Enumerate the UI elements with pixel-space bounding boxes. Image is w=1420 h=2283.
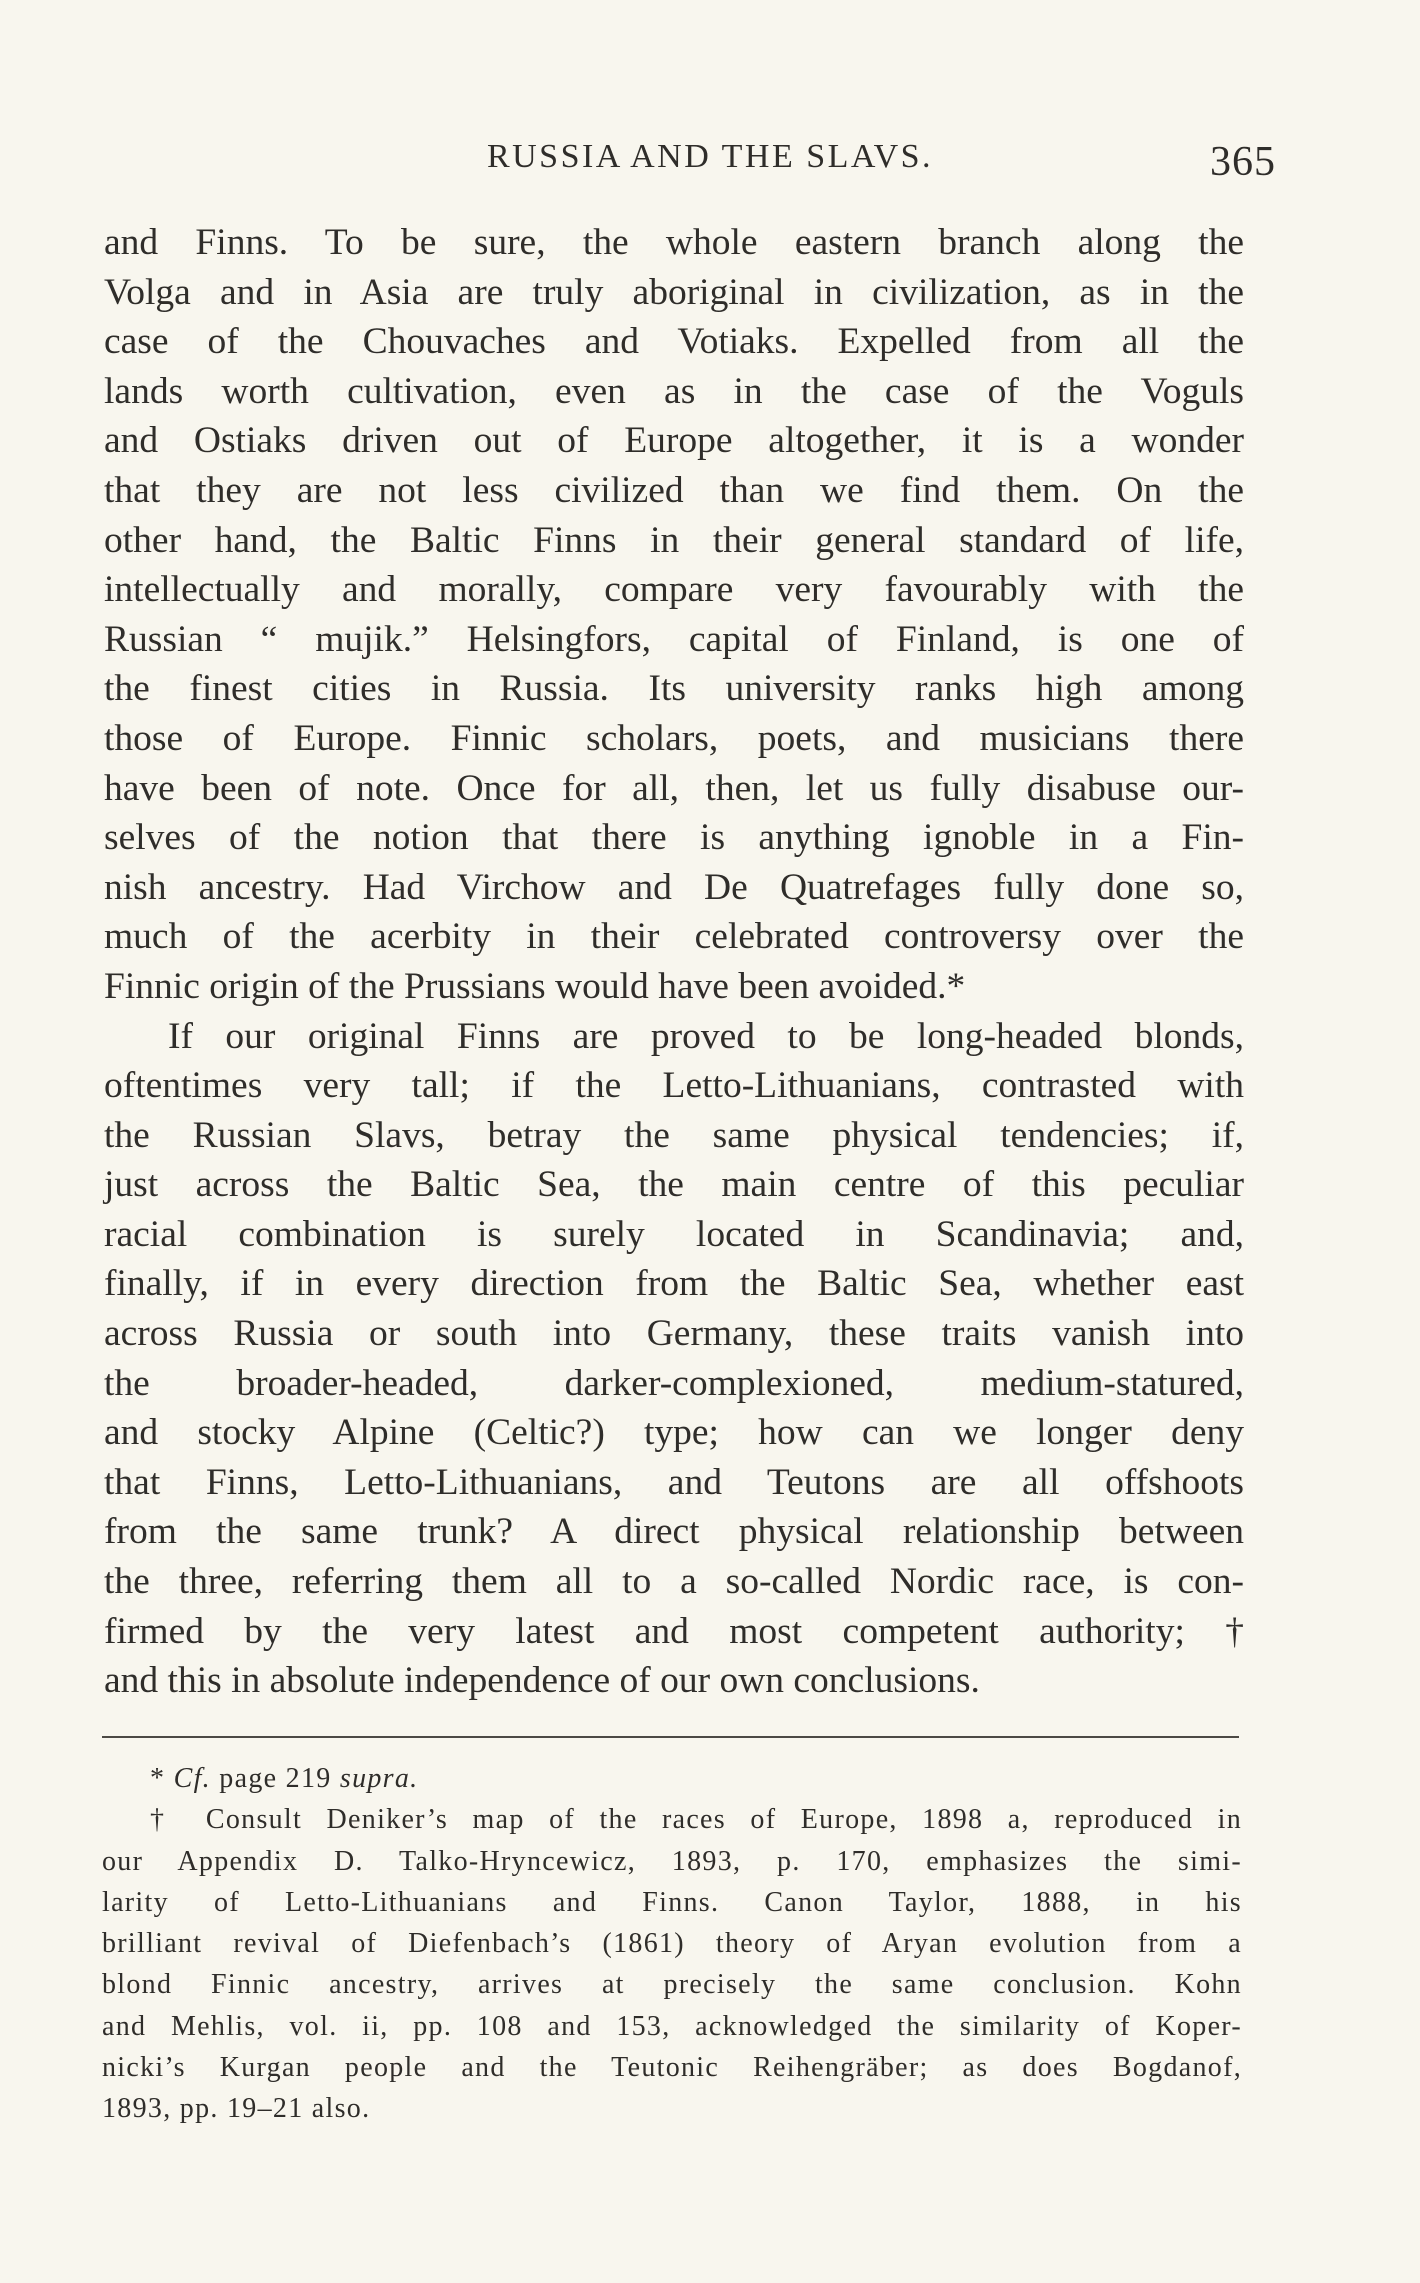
body-line: lands worth cultivation, even as in the case of the Voguls: [104, 370, 1244, 412]
body-line: selves of the notion that there is anything ignoble in a Fin-: [104, 817, 1244, 859]
body-line: that they are not less civilized than we find them. On the: [104, 469, 1244, 511]
body-line: the broader-headed, darker-complexioned, medium-statured,: [104, 1362, 1244, 1404]
footnote-star-mark: *: [150, 1763, 166, 1794]
body-line: finally, if in every direction from the Baltic Sea, whether east: [104, 1263, 1244, 1305]
footnote-dagger-line: † Consult Deniker’s map of the races of Europe, 1898 a, reproduced in: [150, 1804, 1242, 1836]
body-text: [104, 218, 1244, 1706]
footnote-star: [102, 1758, 1242, 1799]
body-line: and Finns. To be sure, the whole eastern branch along the: [104, 222, 1244, 263]
body-line: much of the acerbity in their celebrated controversy over the: [104, 916, 1244, 958]
body-line: and Ostiaks driven out of Europe altogether, it is a wonder: [104, 420, 1244, 462]
body-line: firmed by the very latest and most competent authority; †: [104, 1610, 1244, 1652]
body-line: case of the Chouvaches and Votiaks. Expelled from all the: [104, 321, 1244, 363]
body-line: just across the Baltic Sea, the main centre of this peculiar: [104, 1164, 1244, 1206]
footnote-dagger-line: nicki’s Kurgan people and the Teutonic Reihengräber; as does Bogdanof,: [102, 2052, 1242, 2084]
page-number: 365: [1210, 139, 1276, 185]
body-line: oftentimes very tall; if the Letto-Lithuanians, contrasted with: [104, 1065, 1244, 1107]
body-line: Russian “ mujik.” Helsingfors, capital of Finland, is one of: [104, 618, 1244, 660]
body-line: racial combination is surely located in Scandinavia; and,: [104, 1213, 1244, 1255]
body-line: other hand, the Baltic Finns in their general standard of life,: [104, 519, 1244, 561]
body-line: Finnic origin of the Prussians would have been avoided.*: [104, 965, 966, 1007]
footnote-dagger-line: larity of Letto-Lithuanians and Finns. Canon Taylor, 1888, in his: [102, 1886, 1242, 1918]
footnote-dagger-line: 1893, pp. 19–21 also.: [102, 2093, 371, 2125]
footnote-dagger-line: blond Finnic ancestry, arrives at precisely the same conclusion. Kohn: [102, 1969, 1242, 2001]
footnotes: [102, 1758, 1242, 2130]
body-line: and this in absolute independence of our own conclusions.: [104, 1660, 980, 1702]
footnote-dagger-line: our Appendix D. Talko-Hryncewicz, 1893, p. 170, emphasizes the simi-: [102, 1845, 1242, 1877]
body-line: the three, referring them all to a so-called Nordic race, is con-: [104, 1561, 1244, 1603]
footnote-star-cf: Cf.: [173, 1763, 211, 1794]
body-line: Volga and in Asia are truly aboriginal in civilization, as in the: [104, 271, 1244, 313]
body-line: across Russia or south into Germany, these traits vanish into: [104, 1313, 1244, 1355]
body-line: If our original Finns are proved to be long-headed blonds,: [168, 1015, 1244, 1057]
running-head: RUSSIA AND THE SLAVS.: [486, 138, 934, 175]
body-line: and stocky Alpine (Celtic?) type; how can we longer deny: [104, 1412, 1244, 1454]
footnote-dagger-line: and Mehlis, vol. ii, pp. 108 and 153, acknowledged the similarity of Koper-: [102, 2010, 1242, 2042]
footnote-star-supra: supra.: [339, 1763, 419, 1794]
body-line: from the same trunk? A direct physical relationship between: [104, 1511, 1244, 1553]
body-line: intellectually and morally, compare very favourably with the: [104, 569, 1244, 611]
body-line: those of Europe. Finnic scholars, poets, and musicians there: [104, 717, 1244, 759]
body-line: the Russian Slavs, betray the same physical tendencies; if,: [104, 1114, 1244, 1156]
footnote-divider: [102, 1736, 1239, 1738]
body-line: the finest cities in Russia. Its university ranks high among: [104, 668, 1244, 710]
body-line: have been of note. Once for all, then, let us fully disabuse our-: [104, 767, 1244, 809]
footnote-dagger-line: brilliant revival of Diefenbach’s (1861) theory of Aryan evolution from a: [102, 1928, 1242, 1960]
footnote-star-page: page 219: [219, 1763, 332, 1794]
body-line: that Finns, Letto-Lithuanians, and Teutons are all offshoots: [104, 1461, 1244, 1503]
body-line: nish ancestry. Had Virchow and De Quatrefages fully done so,: [104, 866, 1244, 908]
